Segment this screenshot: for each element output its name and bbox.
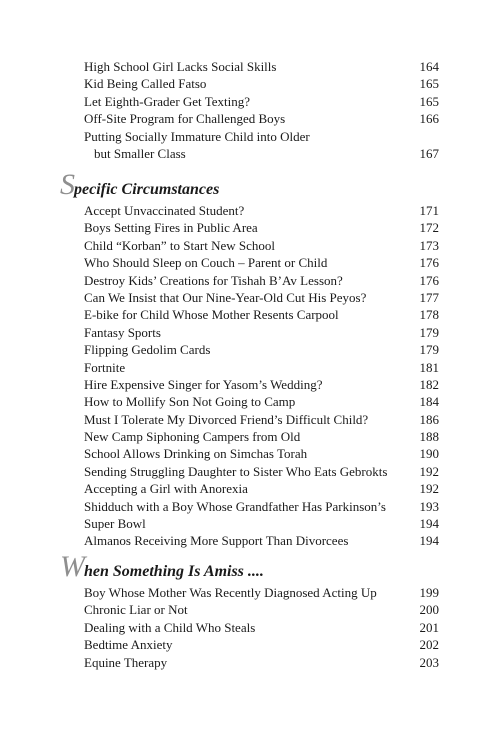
entry-page: 178	[419, 307, 439, 323]
entry-title: Child “Korban” to Start New School	[84, 237, 275, 253]
toc-entry	[0, 515, 500, 532]
toc-entry	[0, 411, 500, 428]
entry-page: 179	[419, 324, 439, 340]
entry-title: Boys Setting Fires in Public Area	[84, 220, 258, 236]
entry-title: Kid Being Called Fatso	[84, 76, 207, 92]
toc-entry	[0, 619, 500, 636]
entry-page: 201	[419, 619, 439, 635]
section-heading-when-something-is-amiss	[60, 550, 264, 584]
entry-page: 192	[419, 463, 439, 479]
entry-title: but Smaller Class	[94, 145, 186, 161]
entry-title: Almanos Receiving More Support Than Divorcees	[84, 533, 349, 549]
toc-section-when-something-is-amiss	[0, 584, 500, 671]
entry-title: High School Girl Lacks Social Skills	[84, 59, 277, 74]
entry-title: Super Bowl	[84, 516, 146, 532]
entry-title: Putting Socially Immature Child into Older	[84, 128, 310, 144]
toc-entry	[0, 128, 500, 145]
entry-title: Off-Site Program for Challenged Boys	[84, 111, 286, 127]
entry-page: 202	[419, 637, 439, 653]
toc-entry	[0, 428, 500, 445]
toc-entry	[0, 202, 500, 219]
entry-page: 193	[419, 498, 439, 514]
heading-initial: S	[60, 168, 75, 201]
toc-entry	[0, 341, 500, 358]
entry-title: Sending Struggling Daughter to Sister Who Eats Gebrokts	[84, 463, 388, 479]
entry-title: Who Should Sleep on Couch – Parent or Child	[84, 255, 328, 271]
entry-page: 179	[419, 342, 439, 358]
toc-entry	[0, 110, 500, 127]
heading-text: pecific Circumstances	[74, 181, 220, 198]
entry-page: 194	[419, 516, 439, 532]
toc-entry	[0, 463, 500, 480]
entry-page: 194	[419, 533, 439, 549]
entry-page: 190	[419, 446, 439, 462]
entry-page: 181	[419, 359, 439, 375]
entry-page: 188	[419, 429, 439, 445]
entry-page: 164	[419, 59, 439, 74]
entry-title: Bedtime Anxiety	[84, 637, 173, 653]
entry-page: 171	[419, 203, 439, 218]
entry-title: School Allows Drinking on Simchas Torah	[84, 446, 308, 462]
entry-page: 172	[419, 220, 439, 236]
toc-entry	[0, 532, 500, 549]
toc-entry	[0, 498, 500, 515]
entry-page: 199	[419, 585, 439, 600]
entry-title: Accepting a Girl with Anorexia	[84, 481, 248, 497]
toc-entry	[0, 93, 500, 110]
entry-title: Must I Tolerate My Divorced Friend’s Difficult Child?	[84, 411, 369, 427]
toc-entry	[0, 289, 500, 306]
toc-entry	[0, 393, 500, 410]
entry-title: Boy Whose Mother Was Recently Diagnosed Acting Up	[84, 585, 377, 600]
toc-entry	[0, 75, 500, 92]
entry-title: Chronic Liar or Not	[84, 602, 188, 618]
heading-text: hen Something Is Amiss ....	[84, 563, 264, 580]
entry-title: How to Mollify Son Not Going to Camp	[84, 394, 296, 410]
entry-page: 184	[419, 394, 439, 410]
entry-title: Fantasy Sports	[84, 324, 161, 340]
toc-entry	[0, 376, 500, 393]
entry-page: 167	[419, 145, 439, 161]
toc-section-specific-circumstances	[0, 202, 500, 550]
entry-page: 200	[419, 602, 439, 618]
entry-page: 176	[419, 255, 439, 271]
entry-title: Can We Insist that Our Nine-Year-Old Cut His Peyos?	[84, 289, 367, 305]
entry-title: Let Eighth-Grader Get Texting?	[84, 93, 250, 109]
toc-entry	[0, 324, 500, 341]
entry-page: 165	[419, 93, 439, 109]
toc-entry	[0, 584, 500, 601]
toc-entry	[0, 480, 500, 497]
entry-page: 192	[419, 481, 439, 497]
entry-page: 203	[419, 654, 439, 670]
entry-title: E-bike for Child Whose Mother Resents Carpool	[84, 307, 339, 323]
entry-title: New Camp Siphoning Campers from Old	[84, 429, 301, 445]
toc-entry	[0, 58, 500, 75]
toc-section-top	[0, 58, 500, 162]
toc-entry	[0, 654, 500, 671]
toc-entry-continuation	[0, 145, 500, 162]
entry-page: 176	[419, 272, 439, 288]
section-heading-specific-circumstances	[60, 168, 219, 202]
entry-page: 173	[419, 237, 439, 253]
entry-title: Destroy Kids’ Creations for Tishah B’Av Lesson?	[84, 272, 343, 288]
heading-initial: W	[60, 550, 85, 583]
entry-page: 182	[419, 376, 439, 392]
entry-page: 186	[419, 411, 439, 427]
toc-entry	[0, 254, 500, 271]
toc-entry	[0, 219, 500, 236]
entry-page: 177	[419, 289, 439, 305]
entry-page: 166	[419, 111, 439, 127]
toc-entry	[0, 445, 500, 462]
toc-entry	[0, 601, 500, 618]
entry-title: Hire Expensive Singer for Yasom’s Wedding?	[84, 376, 323, 392]
toc-entry	[0, 272, 500, 289]
toc-entry	[0, 306, 500, 323]
entry-title: Flipping Gedolim Cards	[84, 342, 211, 358]
entry-title: Fortnite	[84, 359, 126, 375]
entry-title: Dealing with a Child Who Steals	[84, 619, 256, 635]
entry-title: Accept Unvaccinated Student?	[84, 203, 245, 218]
toc-entry	[0, 359, 500, 376]
toc-entry	[0, 636, 500, 653]
entry-page: 165	[419, 76, 439, 92]
entry-title: Shidduch with a Boy Whose Grandfather Has Parkinson’s	[84, 498, 386, 514]
toc-entry	[0, 237, 500, 254]
entry-title: Equine Therapy	[84, 654, 168, 670]
